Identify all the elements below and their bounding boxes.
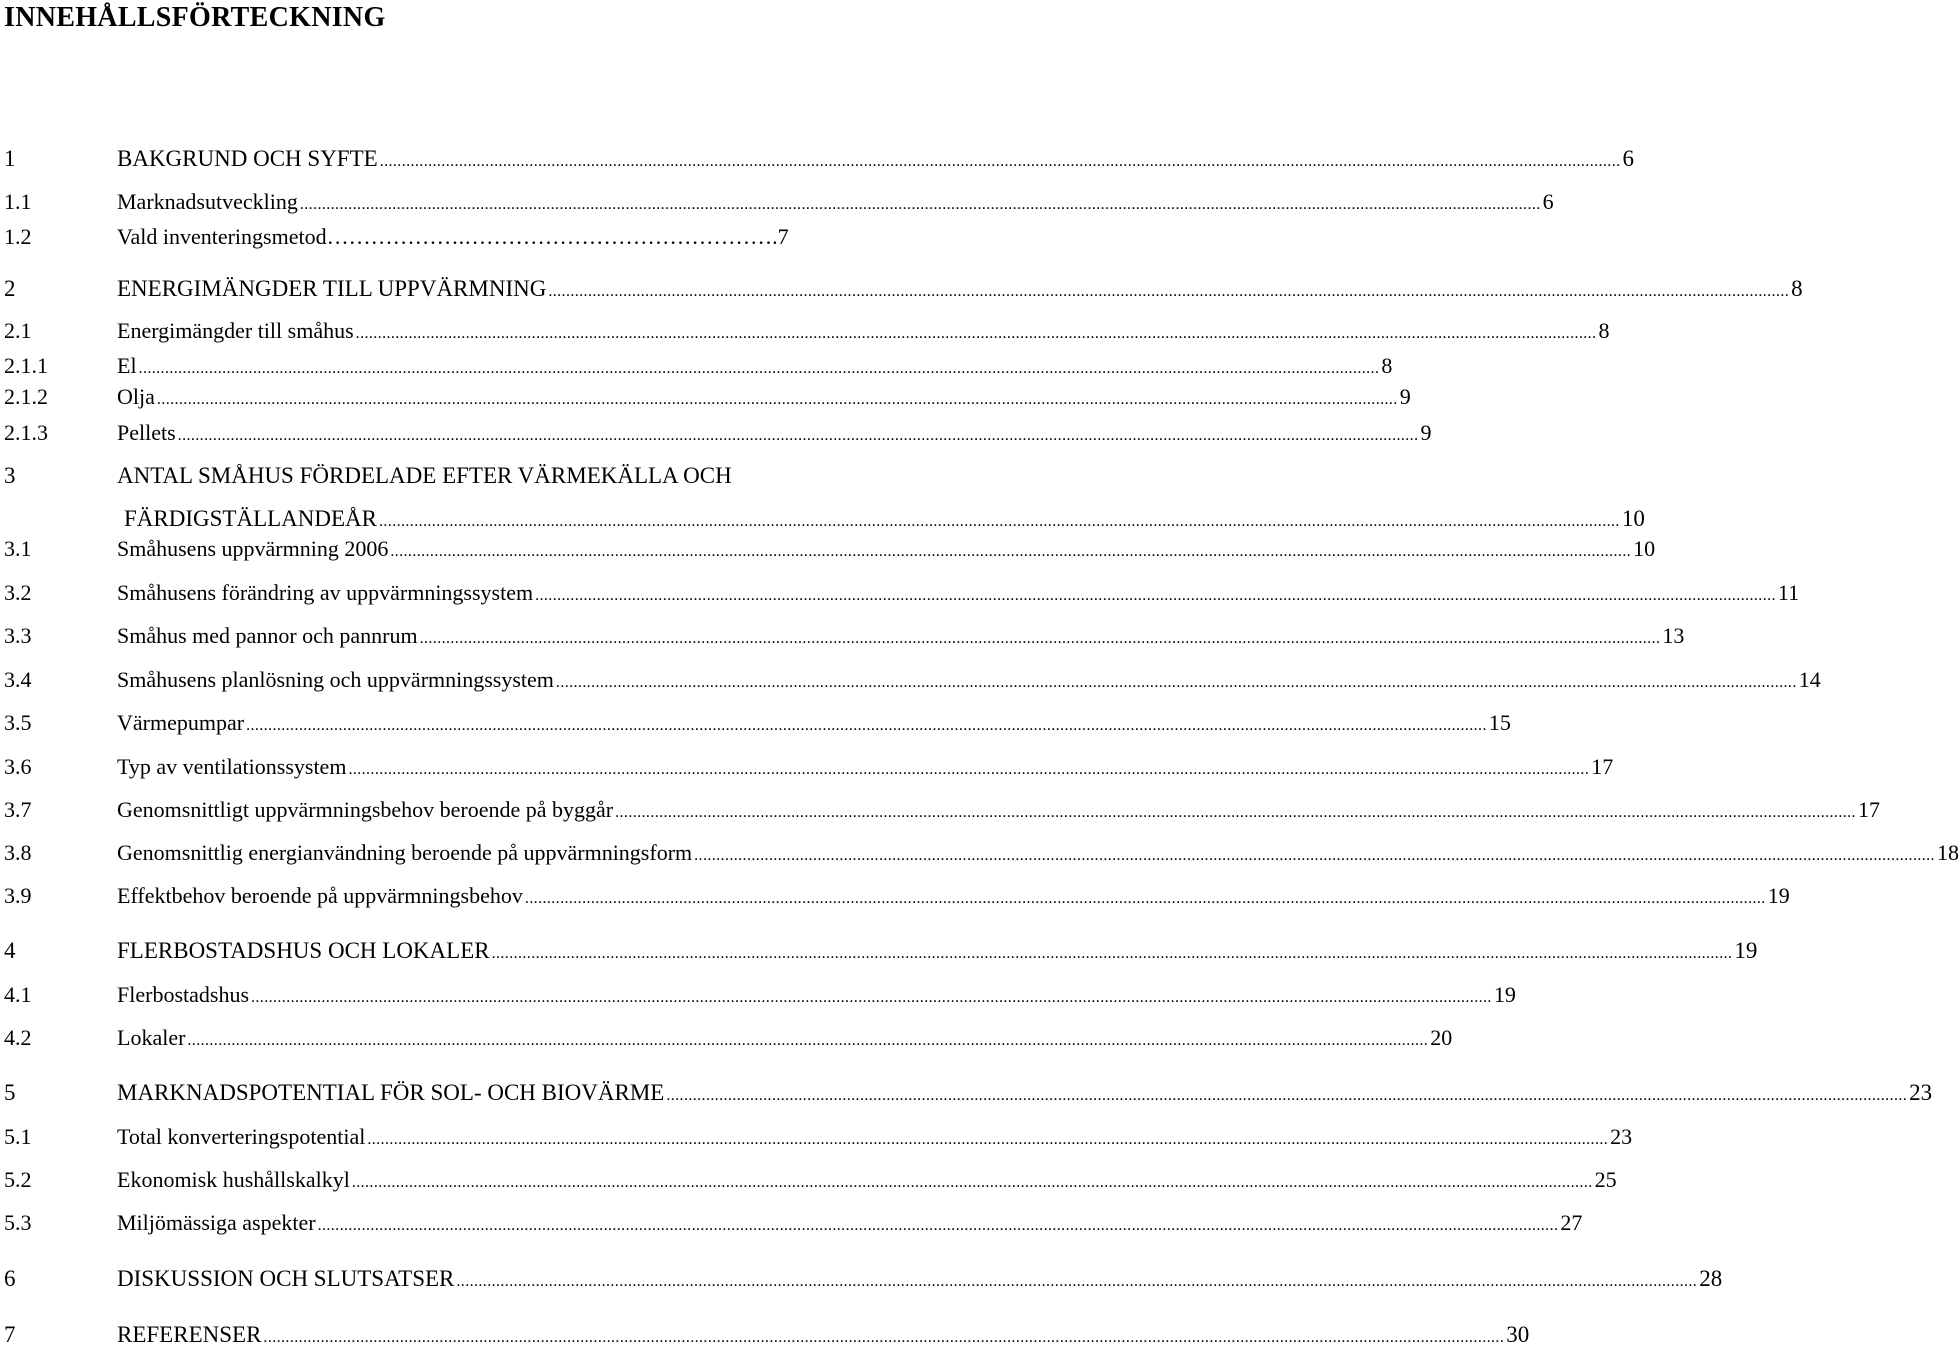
- toc-dot-leader: [535, 587, 1776, 605]
- toc-entry-page-number: 18: [1936, 840, 1959, 865]
- toc-entry-page-number: 17: [1591, 754, 1614, 779]
- toc-entry-number: 4.2: [4, 1025, 32, 1050]
- toc-entry[interactable]: [0, 224, 962, 254]
- toc-dot-leader: [187, 1032, 1428, 1050]
- toc-entry-page-number: 8: [1381, 353, 1393, 378]
- toc-dot-leader: [300, 196, 1541, 214]
- toc-dot-leader: [348, 761, 1589, 779]
- toc-entry-page-number: 10: [1633, 536, 1656, 561]
- toc-entry-number: 1.2: [4, 224, 32, 249]
- toc-entry-title: Miljömässiga aspekter: [117, 1210, 316, 1235]
- toc-entry-page-number: 19: [1493, 982, 1516, 1007]
- toc-dot-leader: [251, 989, 1492, 1007]
- toc-dot-leader: [492, 945, 1733, 963]
- toc-entry[interactable]: [0, 938, 1758, 968]
- toc-entry-page-number: 8: [1791, 276, 1803, 301]
- toc-entry[interactable]: [0, 840, 1959, 870]
- toc-entry-number: 7: [4, 1322, 16, 1347]
- toc-entry-page-number: 17: [1857, 797, 1880, 822]
- toc-entry-title: Total konverteringspotential: [117, 1124, 366, 1149]
- toc-entry-page-number: 23: [1909, 1080, 1933, 1105]
- toc-entry-page-number: 6: [1622, 146, 1635, 171]
- toc-entry-title: Småhusens uppvärmning 2006: [117, 536, 389, 561]
- toc-entry-title: Typ av ventilationssystem: [117, 754, 347, 779]
- toc-entry-title: Småhusens förändring av uppvärmningssystem: [117, 580, 534, 605]
- toc-entry-title: Värmepumpar: [117, 710, 245, 735]
- toc-entry-title: Flerbostadshus: [117, 982, 249, 1007]
- toc-dot-leader: [356, 325, 1597, 343]
- toc-entry[interactable]: [0, 1025, 1453, 1055]
- toc-entry[interactable]: [0, 883, 1790, 913]
- toc-entry[interactable]: [0, 1266, 1723, 1296]
- toc-entry-page-number: 6: [1542, 189, 1554, 214]
- toc-dot-leader: [318, 1217, 1559, 1235]
- toc-entry-number: 1: [4, 146, 16, 171]
- toc-entry-page-number: 10: [1621, 506, 1645, 531]
- toc-entry-number: 5: [4, 1080, 16, 1105]
- toc-entry-page-number: 30: [1506, 1322, 1530, 1347]
- toc-entry-page-number: 20: [1430, 1025, 1453, 1050]
- toc-entry-title: ENERGIMÄNGDER TILL UPPVÄRMNING: [117, 276, 547, 301]
- toc-entry-number: 5.1: [4, 1124, 32, 1149]
- toc-dot-leader: [246, 717, 1487, 735]
- toc-dot-leader: [178, 427, 1419, 445]
- toc-entry-title: Olja: [117, 384, 155, 409]
- toc-dot-leader: [548, 283, 1789, 301]
- toc-dot-leader: [157, 391, 1398, 409]
- toc-entry-number: 2.1.1: [4, 353, 48, 378]
- toc-entry-title: Energimängder till småhus: [117, 318, 354, 343]
- toc-entry-number: 5.3: [4, 1210, 32, 1235]
- toc-entry-number: 2.1.3: [4, 420, 48, 445]
- toc-entry-number: 3.9: [4, 883, 32, 908]
- toc-entry-page-number: 25: [1594, 1167, 1617, 1192]
- toc-dot-leader: [666, 1087, 1907, 1105]
- toc-entry[interactable]: [0, 1080, 1933, 1110]
- toc-entry-number: 2.1: [4, 318, 32, 343]
- toc-entry[interactable]: [0, 667, 1821, 697]
- toc-entry-number: 1.1: [4, 189, 32, 214]
- toc-entry-title: Ekonomisk hushållskalkyl: [117, 1167, 350, 1192]
- toc-entry-page-number: 11: [1777, 580, 1800, 605]
- toc-entry-number: 2: [4, 276, 16, 301]
- toc-entry-number: 3.2: [4, 580, 32, 605]
- toc-entry[interactable]: [0, 797, 1880, 827]
- toc-entry-title: Småhusens planlösning och uppvärmningssystem: [117, 667, 554, 692]
- toc-entry[interactable]: [0, 276, 1803, 306]
- toc-entry-title: REFERENSER: [117, 1322, 262, 1347]
- toc-entry-page-number: 9: [1420, 420, 1432, 445]
- toc-entry-number: 3.3: [4, 623, 32, 648]
- toc-entry-title: Pellets: [117, 420, 176, 445]
- toc-entry-number: 2.1.2: [4, 384, 48, 409]
- toc-entry-number: 3.6: [4, 754, 32, 779]
- toc-entry[interactable]: [0, 146, 1635, 176]
- toc-entry-number: 6: [4, 1266, 16, 1291]
- toc-dot-leader: [390, 543, 1631, 561]
- page-title: INNEHÅLLSFÖRTECKNING: [4, 2, 386, 33]
- toc-entry-number: 4.1: [4, 982, 32, 1007]
- toc-entry[interactable]: [0, 1322, 1530, 1352]
- toc-dot-leader: [367, 1131, 1608, 1149]
- toc-entry-title: Genomsnittlig energianvändning beroende på uppvärmningsform: [117, 840, 693, 865]
- toc-entry[interactable]: [0, 318, 1610, 348]
- toc-entry-number: 3.8: [4, 840, 32, 865]
- toc-entry-number: 3.4: [4, 667, 32, 692]
- toc-entry-page-number: 13: [1662, 623, 1685, 648]
- toc-entry-title: Effektbehov beroende på uppvärmningsbehov: [117, 883, 523, 908]
- toc-dot-leader: [694, 847, 1935, 865]
- toc-entry-number: 3.5: [4, 710, 32, 735]
- toc-dot-leader: [456, 1273, 1697, 1291]
- toc-entry-title: Lokaler: [117, 1025, 186, 1050]
- toc-entry-title: BAKGRUND OCH SYFTE: [117, 146, 378, 171]
- toc-entry[interactable]: [0, 1167, 1617, 1197]
- toc-dot-leader: [139, 360, 1380, 378]
- toc-entry-page-number: 15: [1488, 710, 1511, 735]
- toc-entry-title: Genomsnittligt uppvärmningsbehov beroende på byggår: [117, 797, 614, 822]
- toc-entry-page-number: 8: [1598, 318, 1610, 343]
- toc-entry-page-number: 27: [1560, 1210, 1583, 1235]
- toc-entry[interactable]: [0, 384, 1411, 414]
- toc-dot-leader: [379, 513, 1620, 531]
- toc-entry[interactable]: [0, 580, 1800, 610]
- toc-entry-number: 5.2: [4, 1167, 32, 1192]
- toc-entry-number: 3: [4, 463, 16, 488]
- toc-entry-title-continuation: FÄRDIGSTÄLLANDEÅR: [124, 506, 377, 531]
- toc-dot-leader: [556, 674, 1797, 692]
- toc-entry[interactable]: [0, 1124, 1633, 1154]
- toc-entry[interactable]: [0, 536, 1656, 566]
- toc-entry-number: 3.7: [4, 797, 32, 822]
- toc-entry-title: FLERBOSTADSHUS OCH LOKALER: [117, 938, 490, 963]
- toc-entry-title: DISKUSSION OCH SLUTSATSER: [117, 1266, 455, 1291]
- toc-dot-leader: [263, 1329, 1504, 1347]
- toc-entry[interactable]: [0, 189, 1554, 219]
- toc-entry-title: El: [117, 353, 137, 378]
- toc-entry-number: 4: [4, 938, 16, 963]
- toc-entry[interactable]: [0, 353, 1393, 383]
- toc-entry-title: Vald inventeringsmetod……………….…………………………………….7: [117, 224, 789, 249]
- toc-entry-title: Småhus med pannor och pannrum: [117, 623, 418, 648]
- toc-entry-title: Marknadsutveckling: [117, 189, 298, 214]
- toc-entry[interactable]: [0, 420, 1432, 450]
- toc-entry-page-number: 19: [1767, 883, 1790, 908]
- toc-dot-leader: [380, 153, 1621, 171]
- toc-entry-page-number: 9: [1399, 384, 1411, 409]
- toc-dot-leader: [615, 804, 1856, 822]
- toc-entry[interactable]: [0, 463, 1645, 531]
- toc-entry[interactable]: [0, 982, 1516, 1012]
- toc-entry-page-number: 14: [1798, 667, 1821, 692]
- toc-entry-page-number: 23: [1610, 1124, 1633, 1149]
- toc-dot-leader: [352, 1174, 1593, 1192]
- toc-entry[interactable]: [0, 754, 1614, 784]
- toc-entry-title: ANTAL SMÅHUS FÖRDELADE EFTER VÄRMEKÄLLA OCH: [117, 463, 732, 488]
- toc-dot-leader: [525, 890, 1766, 908]
- toc-dot-leader: [420, 630, 1661, 648]
- toc-entry-number: 3.1: [4, 536, 32, 561]
- toc-entry-title: MARKNADSPOTENTIAL FÖR SOL- OCH BIOVÄRME: [117, 1080, 665, 1105]
- toc-entry[interactable]: [0, 623, 1685, 653]
- toc-entry-page-number: 28: [1699, 1266, 1723, 1291]
- toc-entry[interactable]: [0, 1210, 1583, 1240]
- toc-entry[interactable]: [0, 710, 1511, 740]
- toc-entry-page-number: 19: [1734, 938, 1758, 963]
